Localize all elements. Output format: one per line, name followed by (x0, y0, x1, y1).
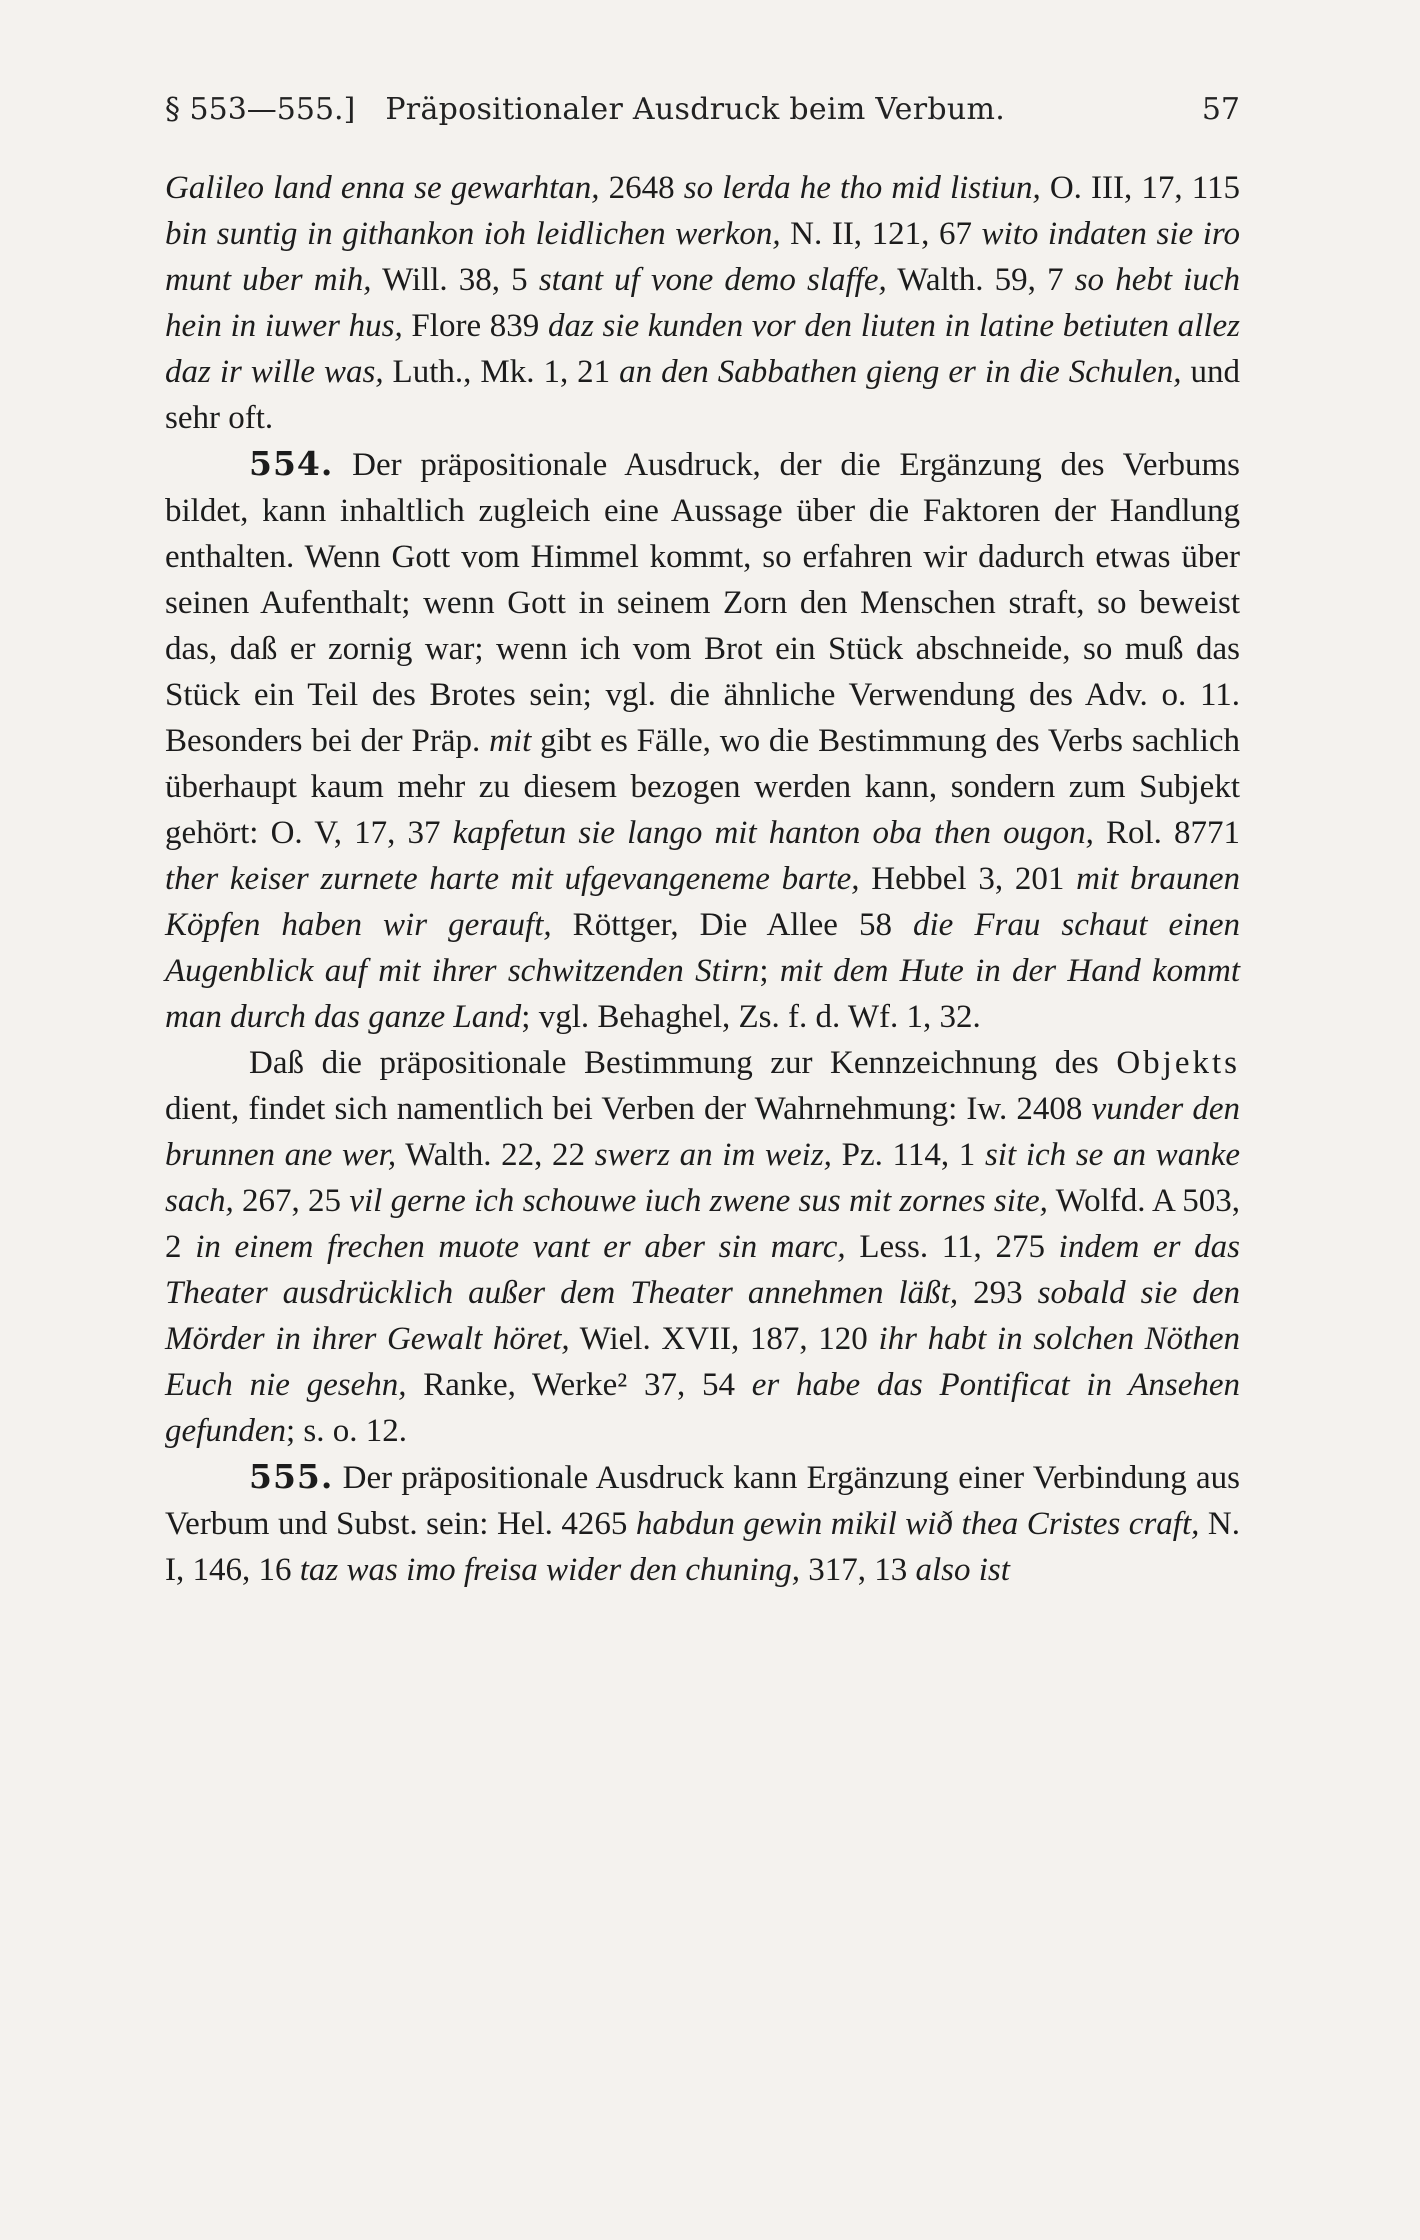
citation-italic: mit braunen Köpfen haben wir gerauft, (165, 861, 1240, 943)
citation-italic: ihr habt in solchen Nöthen Euch nie gesehn, (165, 1321, 1240, 1403)
section-number: 554. (249, 444, 334, 483)
citation-italic: mit dem Hute in der Hand kommt man durch das ganze Land (165, 953, 1241, 1035)
text-run: N. I, 146, 16 (165, 1506, 1240, 1588)
citation-italic: daz sie kunden vor den liuten in latine betiuten allez daz ir wille was, (165, 308, 1240, 390)
paragraph-555 (165, 1454, 1240, 1593)
citation-italic: stant uf vone demo slaffe, (538, 262, 887, 298)
running-header (165, 92, 1240, 127)
text-run: Röttger, Die Allee 58 (551, 907, 913, 943)
citation-italic: ther keiser zurnete harte mit ufgevangeneme barte, (165, 861, 860, 897)
text-run: ; vgl. Behaghel, Zs. f. d. Wf. 1, 32. (521, 999, 981, 1035)
text-run: 267, 25 (233, 1183, 350, 1219)
paragraph-objekt (165, 1040, 1240, 1454)
citation-italic: er habe das Pontificat in Ansehen gefunden (165, 1367, 1240, 1449)
citation-italic: an den Sabbathen gieng er in die Schulen, (619, 354, 1182, 390)
section-number: 555. (249, 1457, 334, 1496)
text-run: ; (759, 953, 780, 989)
citation-italic: bin suntig in githankon ioh leidlichen werkon, (165, 216, 781, 252)
text-run: Hebbel 3, 201 (859, 861, 1077, 897)
text-run: 2648 (599, 170, 684, 206)
text-run: Pz. 114, 1 (831, 1137, 985, 1173)
paragraph-554 (165, 441, 1240, 1040)
citation-italic: wito indaten sie iro munt uber mih, (165, 216, 1240, 298)
citation-italic: so hebt iuch hein in iuwer hus, (165, 262, 1240, 344)
page-body (165, 165, 1240, 1593)
paragraph-continuation (165, 165, 1240, 441)
text-run: dient, findet sich namentlich bei Verben der Wahrnehmung: Iw. 2408 (165, 1091, 1092, 1127)
text-run: Der präpositionale Ausdruck, der die Ergänzung des Verbums bildet, kann inhaltlich zugleich eine Aussage über die Faktoren der Handlung enthalten. Wenn Gott vom Himmel kommt, so erfahren wir dadurch etwas über seinen Aufenthalt; wenn Gott in seinem Zorn den Menschen straft, so beweist das, daß er zornig war; wenn ich vom Brot ein Stück abschneide, so muß das Stück ein Teil des Brotes sein; vgl. die ähnliche Verwendung des Adv. o. 11. Besonders bei der Präp. (165, 447, 1240, 759)
text-run: gibt es Fälle, wo die Bestimmung des Verbs sachlich überhaupt kaum mehr zu diesem bezogen werden kann, sondern zum Subjekt gehört: O. V, 17, 37 (165, 723, 1241, 851)
citation-italic: mit (489, 723, 532, 759)
citation-italic: Galileo land enna se gewarhtan, (165, 170, 600, 206)
text-run: Ranke, Werke² 37, 54 (406, 1367, 752, 1403)
citation-italic: so lerda he tho mid listiun, (683, 170, 1041, 206)
citation-italic: sit ich se an wanke sach, (165, 1137, 1240, 1219)
text-run: Der präpositionale Ausdruck kann Ergänzung einer Verbindung aus Verbum und Subst. sein: Hel. 4265 (165, 1460, 1240, 1542)
citation-italic: in einem frechen muote vant er aber sin marc, (195, 1229, 846, 1265)
text-run: Walth. 22, 22 (396, 1137, 595, 1173)
spaced-emphasis: Objekts (1116, 1045, 1240, 1081)
text-run: Luth., Mk. 1, 21 (383, 354, 620, 390)
text-run: und sehr oft. (165, 354, 1241, 436)
text-run: O. III, 17, 115 (1040, 170, 1240, 206)
citation-italic: swerz an im weiz, (594, 1137, 832, 1173)
text-run: 317, 13 (799, 1552, 916, 1588)
section-range: § 553—555.] (165, 92, 356, 127)
text-run: ; s. o. 12. (285, 1413, 407, 1449)
citation-italic: vunder den brunnen ane wer, (165, 1091, 1240, 1173)
text-run: Wolfd. A 503, 2 (165, 1183, 1241, 1265)
citation-italic: die Frau schaut einen Augenblick auf mit ihrer schwitzenden Stirn (165, 907, 1241, 989)
page-number: 57 (1201, 92, 1240, 127)
text-run: N. II, 121, 67 (780, 216, 982, 252)
citation-italic: vil gerne ich schouwe iuch zwene sus mit zornes site, (349, 1183, 1048, 1219)
citation-italic: kapfetun sie lango mit hanton oba then ougon, (452, 815, 1094, 851)
citation-italic: habdun gewin mikil wið thea Cristes craft, (635, 1506, 1200, 1542)
citation-italic: sobald sie den Mörder in ihrer Gewalt höret, (165, 1275, 1240, 1357)
text-run: 293 (958, 1275, 1038, 1311)
text-run: Walth. 59, 7 (886, 262, 1075, 298)
text-run: Daß die präpositionale Bestimmung zur Kennzeichnung des (249, 1045, 1117, 1081)
text-run: Rol. 8771 (1093, 815, 1240, 851)
citation-italic: indem er das Theater ausdrücklich außer dem Theater annehmen läßt, (165, 1229, 1241, 1311)
text-run: Flore 839 (402, 308, 548, 344)
text-run: Wiel. XVII, 187, 120 (569, 1321, 879, 1357)
text-run: Less. 11, 275 (845, 1229, 1059, 1265)
text-run: Will. 38, 5 (371, 262, 539, 298)
citation-italic: also ist (915, 1552, 1010, 1588)
running-title: Präpositionaler Ausdruck beim Verbum. (385, 92, 1006, 127)
citation-italic: taz was imo freisa wider den chuning, (299, 1552, 800, 1588)
